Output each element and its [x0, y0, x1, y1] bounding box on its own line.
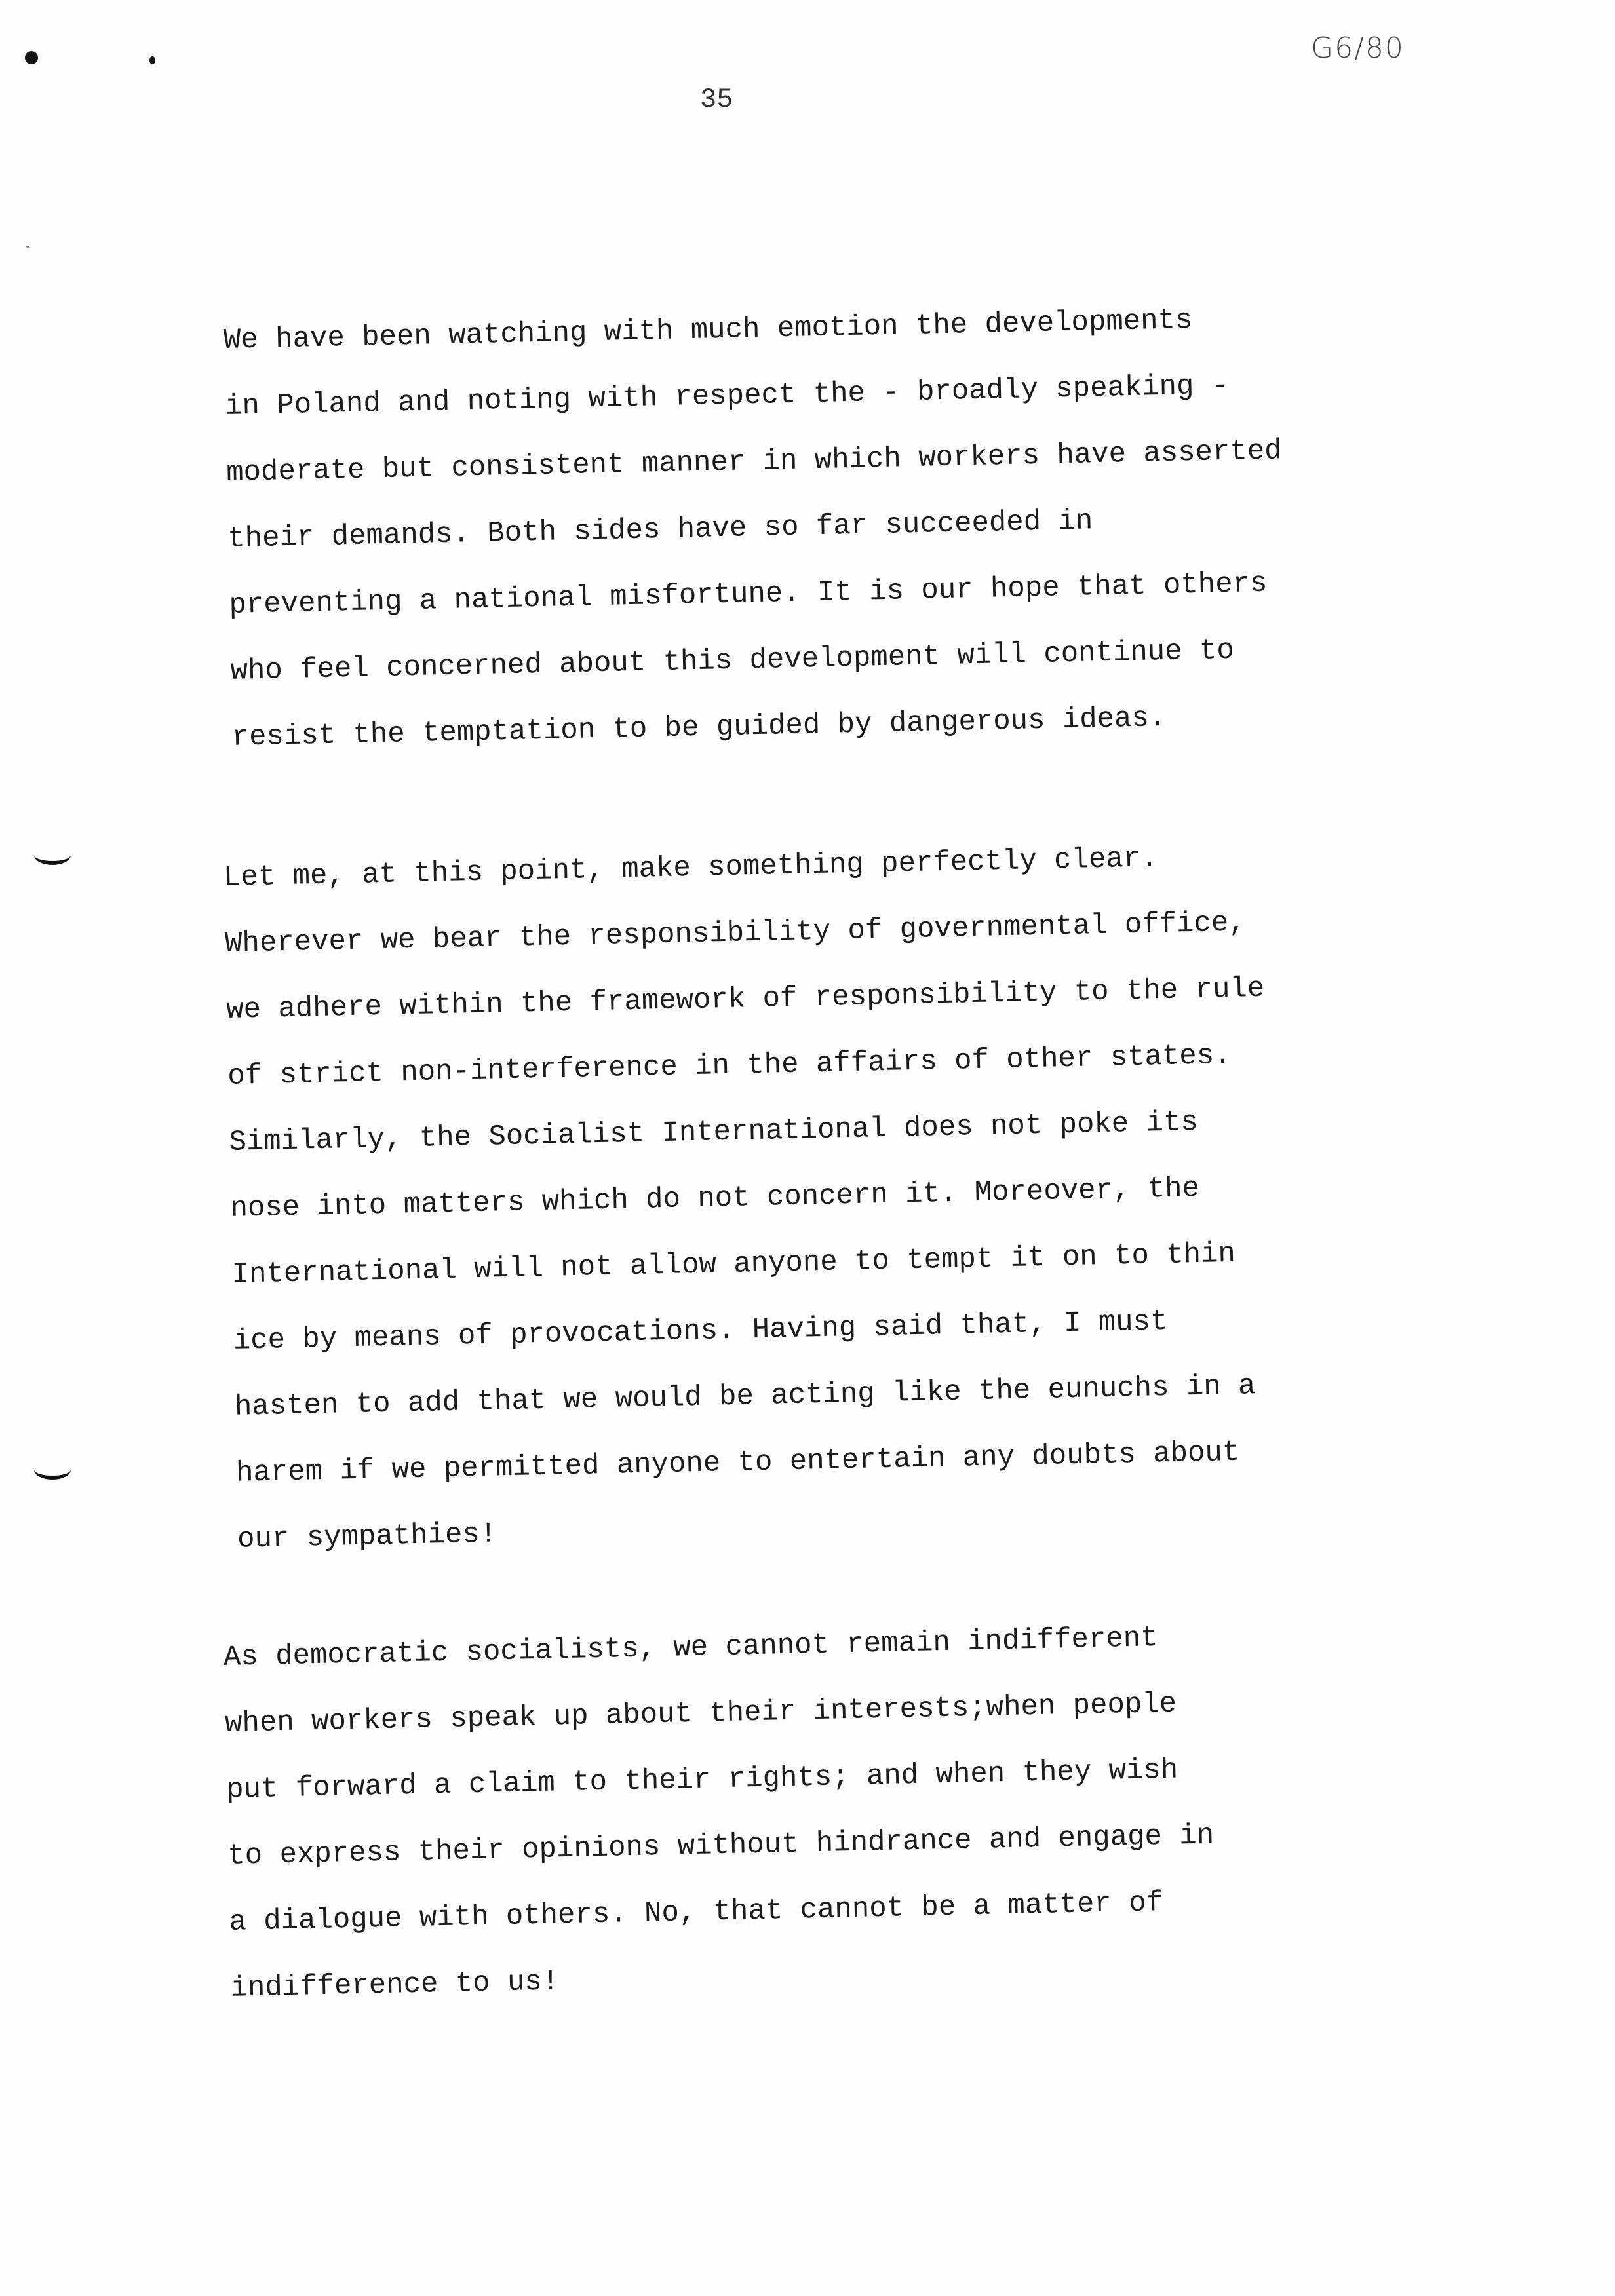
text-line: our sympathies! — [237, 1518, 497, 1556]
text-line: nose into matters which do not concern it. Moreover, the — [230, 1172, 1200, 1225]
text-line: to express their opinions without hindrance and engage in — [227, 1819, 1215, 1873]
punch-mark-dot — [25, 51, 38, 64]
text-line: indifference to us! — [230, 1965, 560, 2005]
page-number: 35 — [700, 84, 733, 115]
text-line: harem if we permitted anyone to entertain any doubts about — [235, 1436, 1240, 1490]
text-line: Similarly, the Socialist International does not poke its — [228, 1105, 1199, 1159]
text-line: we adhere within the framework of responsibility to the rule — [225, 972, 1265, 1027]
text-line: As democratic socialists, we cannot remain indifferent — [223, 1622, 1159, 1674]
text-line: resist the temptation to be guided by dangerous ideas. — [231, 702, 1167, 754]
paragraph-poland-developments — [223, 282, 1477, 771]
text-line: We have been watching with much emotion the developments — [223, 304, 1193, 357]
text-line: ice by means of provocations. Having said that, I must — [233, 1305, 1168, 1358]
text-line: put forward a claim to their rights; and when they wish — [225, 1753, 1178, 1807]
binder-hole-mark-upper — [34, 845, 71, 865]
text-line: Wherever we bear the responsibility of governmental office, — [224, 906, 1247, 961]
speck-mark — [26, 246, 29, 248]
text-line: preventing a national misfortune. It is our hope that others — [228, 567, 1268, 622]
paragraph-democratic-socialists — [223, 1599, 1476, 2022]
text-line: hasten to add that we would be acting like the eunuchs in a — [234, 1369, 1256, 1424]
punch-mark-dot-small — [149, 56, 155, 64]
text-line: their demands. Both sides have so far succeeded in — [227, 505, 1093, 556]
text-line: a dialogue with others. No, that cannot be a matter of — [228, 1886, 1164, 1939]
binder-hole-mark-lower — [34, 1460, 71, 1480]
paragraph-non-interference — [223, 819, 1483, 1573]
text-line: when workers speak up about their interests;when people — [224, 1687, 1177, 1740]
text-line: moderate but consistent manner in which workers have asserted — [225, 434, 1283, 489]
text-line: who feel concerned about this development will continue to — [230, 634, 1235, 688]
document-reference-code: G6/80 — [1311, 31, 1405, 65]
text-line: in Poland and noting with respect the - broadly speaking - — [224, 369, 1229, 423]
text-line: of strict non-interference in the affairs of other states. — [227, 1039, 1232, 1093]
text-line: Let me, at this point, make something perfectly clear. — [223, 842, 1159, 894]
text-line: International will not allow anyone to tempt it on to thin — [231, 1237, 1236, 1292]
